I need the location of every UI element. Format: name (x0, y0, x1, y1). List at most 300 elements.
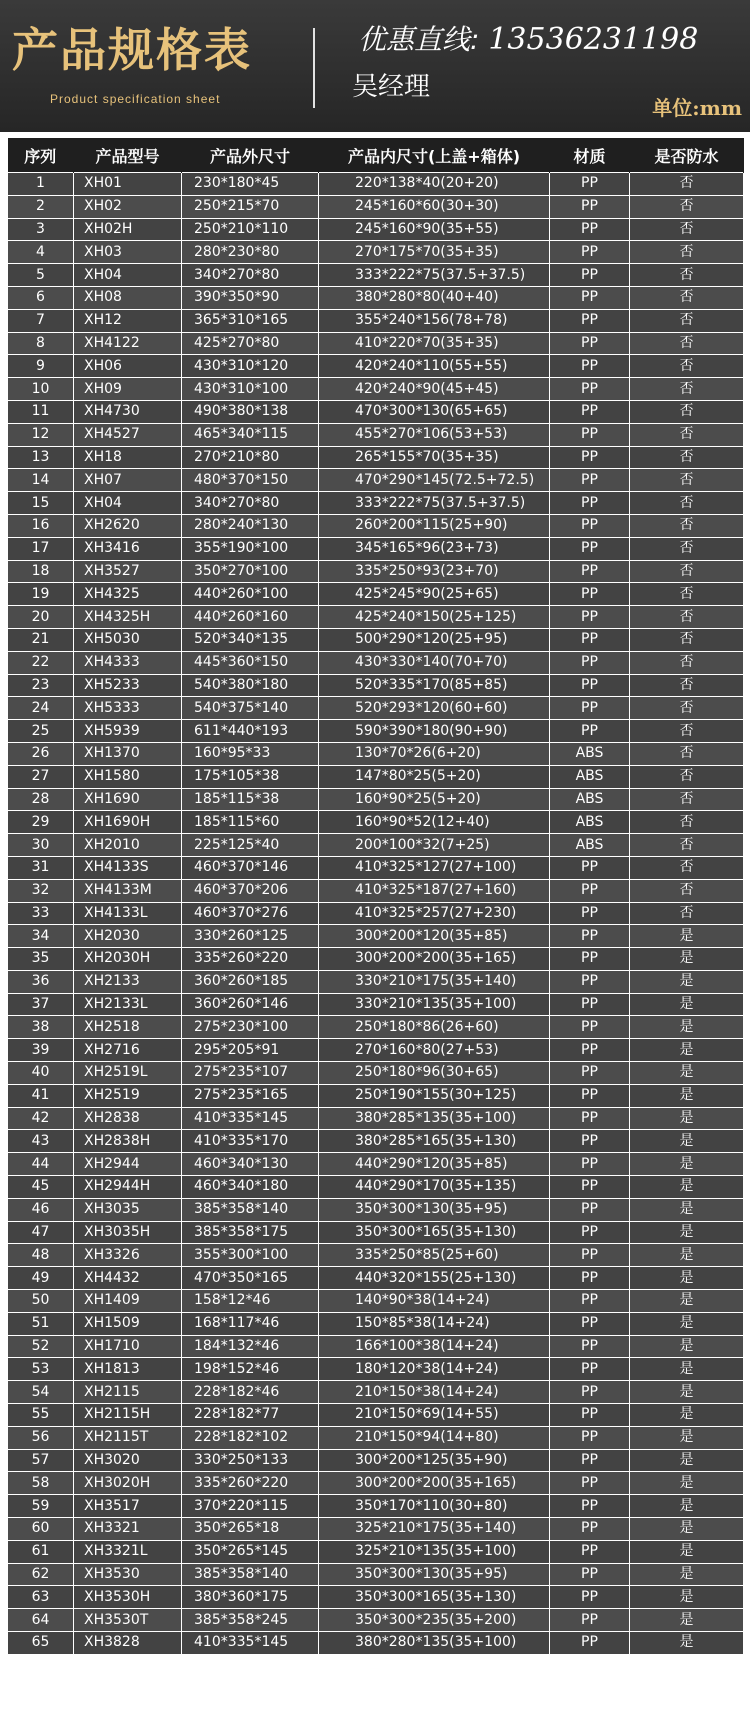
cell-material: PP (550, 1495, 630, 1518)
cell-waterproof: 是 (630, 1404, 744, 1427)
cell-inner-size: 210*150*69(14+55) (319, 1404, 550, 1427)
cell-outer-size: 160*95*33 (182, 742, 319, 765)
cell-material: PP (550, 378, 630, 401)
cell-index: 19 (8, 583, 74, 606)
cell-waterproof: 否 (630, 355, 744, 378)
cell-outer-size: 385*358*245 (182, 1609, 319, 1632)
cell-material: PP (550, 400, 630, 423)
cell-model: XH2133L (74, 993, 182, 1016)
cell-outer-size: 228*182*102 (182, 1426, 319, 1449)
cell-inner-size: 210*150*38(14+24) (319, 1381, 550, 1404)
cell-index: 36 (8, 970, 74, 993)
cell-outer-size: 430*310*120 (182, 355, 319, 378)
cell-waterproof: 是 (630, 1563, 744, 1586)
cell-waterproof: 是 (630, 1062, 744, 1085)
cell-inner-size: 350*300*130(35+95) (319, 1563, 550, 1586)
table-row (8, 1358, 744, 1381)
cell-outer-size: 275*235*165 (182, 1084, 319, 1107)
contact-manager: 吴经理 (352, 72, 431, 102)
cell-index: 44 (8, 1153, 74, 1176)
table-row (8, 218, 744, 241)
table-row (8, 720, 744, 743)
table-row (8, 241, 744, 264)
cell-inner-size: 410*325*187(27+160) (319, 879, 550, 902)
cell-model: XH3828 (74, 1632, 182, 1655)
cell-model: XH4527 (74, 423, 182, 446)
cell-inner-size: 220*138*40(20+20) (319, 173, 550, 196)
cell-waterproof: 是 (630, 1198, 744, 1221)
cell-model: XH4133M (74, 879, 182, 902)
cell-inner-size: 210*150*94(14+80) (319, 1426, 550, 1449)
cell-model: XH5233 (74, 674, 182, 697)
cell-model: XH3527 (74, 560, 182, 583)
table-row (8, 583, 744, 606)
cell-inner-size: 130*70*26(6+20) (319, 742, 550, 765)
cell-outer-size: 350*265*145 (182, 1540, 319, 1563)
cell-model: XH3530H (74, 1586, 182, 1609)
cell-outer-size: 175*105*38 (182, 765, 319, 788)
cell-model: XH2030 (74, 925, 182, 948)
cell-material: PP (550, 720, 630, 743)
cell-waterproof: 是 (630, 925, 744, 948)
cell-index: 27 (8, 765, 74, 788)
col-header-model: 产品型号 (74, 138, 182, 173)
cell-material: PP (550, 286, 630, 309)
cell-model: XH06 (74, 355, 182, 378)
cell-waterproof: 否 (630, 628, 744, 651)
cell-index: 65 (8, 1632, 74, 1655)
table-row (8, 742, 744, 765)
cell-outer-size: 460*370*206 (182, 879, 319, 902)
hotline-label: 优惠直线: (358, 23, 480, 56)
cell-material: PP (550, 925, 630, 948)
table-row (8, 1381, 744, 1404)
header-divider (313, 28, 315, 108)
cell-index: 54 (8, 1381, 74, 1404)
cell-material: ABS (550, 742, 630, 765)
cell-waterproof: 是 (630, 1518, 744, 1541)
table-row (8, 400, 744, 423)
cell-index: 25 (8, 720, 74, 743)
cell-waterproof: 是 (630, 1312, 744, 1335)
cell-index: 11 (8, 400, 74, 423)
cell-model: XH5333 (74, 697, 182, 720)
table-row (8, 925, 744, 948)
cell-outer-size: 355*300*100 (182, 1244, 319, 1267)
cell-waterproof: 否 (630, 469, 744, 492)
cell-inner-size: 270*160*80(27+53) (319, 1039, 550, 1062)
table-row (8, 765, 744, 788)
cell-inner-size: 410*325*127(27+100) (319, 856, 550, 879)
cell-index: 29 (8, 811, 74, 834)
table-row (8, 264, 744, 287)
cell-material: PP (550, 1335, 630, 1358)
cell-index: 53 (8, 1358, 74, 1381)
cell-material: PP (550, 1632, 630, 1655)
table-row (8, 811, 744, 834)
cell-index: 63 (8, 1586, 74, 1609)
cell-model: XH3530T (74, 1609, 182, 1632)
cell-outer-size: 370*220*115 (182, 1495, 319, 1518)
table-row (8, 514, 744, 537)
cell-outer-size: 185*115*60 (182, 811, 319, 834)
cell-inner-size: 325*210*175(35+140) (319, 1518, 550, 1541)
cell-material: PP (550, 1084, 630, 1107)
cell-index: 21 (8, 628, 74, 651)
cell-waterproof: 是 (630, 1540, 744, 1563)
table-row (8, 1518, 744, 1541)
cell-index: 20 (8, 606, 74, 629)
cell-index: 43 (8, 1130, 74, 1153)
cell-index: 1 (8, 173, 74, 196)
cell-inner-size: 333*222*75(37.5+37.5) (319, 264, 550, 287)
cell-inner-size: 350*300*130(35+95) (319, 1198, 550, 1221)
cell-outer-size: 460*370*146 (182, 856, 319, 879)
cell-model: XH1690H (74, 811, 182, 834)
col-header-material: 材质 (550, 138, 630, 173)
cell-index: 28 (8, 788, 74, 811)
table-body (8, 173, 744, 1655)
cell-inner-size: 330*210*135(35+100) (319, 993, 550, 1016)
cell-model: XH3517 (74, 1495, 182, 1518)
cell-model: XH3020H (74, 1472, 182, 1495)
cell-index: 26 (8, 742, 74, 765)
cell-inner-size: 325*210*135(35+100) (319, 1540, 550, 1563)
cell-index: 33 (8, 902, 74, 925)
cell-model: XH2838H (74, 1130, 182, 1153)
cell-model: XH1710 (74, 1335, 182, 1358)
cell-inner-size: 420*240*90(45+45) (319, 378, 550, 401)
table-row (8, 1586, 744, 1609)
cell-outer-size: 340*270*80 (182, 492, 319, 515)
cell-material: ABS (550, 788, 630, 811)
cell-model: XH1370 (74, 742, 182, 765)
cell-inner-size: 160*90*52(12+40) (319, 811, 550, 834)
cell-material: PP (550, 173, 630, 196)
table-row (8, 1609, 744, 1632)
table-row (8, 469, 744, 492)
cell-inner-size: 265*155*70(35+35) (319, 446, 550, 469)
cell-outer-size: 490*380*138 (182, 400, 319, 423)
cell-material: PP (550, 902, 630, 925)
cell-inner-size: 335*250*85(25+60) (319, 1244, 550, 1267)
cell-model: XH4333 (74, 651, 182, 674)
cell-waterproof: 是 (630, 1586, 744, 1609)
cell-material: PP (550, 1518, 630, 1541)
cell-index: 13 (8, 446, 74, 469)
cell-index: 12 (8, 423, 74, 446)
cell-outer-size: 440*260*160 (182, 606, 319, 629)
cell-inner-size: 160*90*25(5+20) (319, 788, 550, 811)
cell-material: PP (550, 514, 630, 537)
cell-material: PP (550, 628, 630, 651)
cell-material: ABS (550, 765, 630, 788)
cell-model: XH12 (74, 309, 182, 332)
cell-inner-size: 410*220*70(35+35) (319, 332, 550, 355)
cell-outer-size: 335*260*220 (182, 1472, 319, 1495)
cell-index: 31 (8, 856, 74, 879)
table-row (8, 1039, 744, 1062)
cell-inner-size: 140*90*38(14+24) (319, 1290, 550, 1313)
cell-material: PP (550, 1107, 630, 1130)
cell-index: 46 (8, 1198, 74, 1221)
cell-waterproof: 是 (630, 970, 744, 993)
cell-outer-size: 184*132*46 (182, 1335, 319, 1358)
table-row (8, 1563, 744, 1586)
cell-inner-size: 380*280*80(40+40) (319, 286, 550, 309)
cell-waterproof: 是 (630, 1016, 744, 1039)
cell-material: PP (550, 606, 630, 629)
cell-index: 39 (8, 1039, 74, 1062)
cell-outer-size: 390*350*90 (182, 286, 319, 309)
cell-inner-size: 520*335*170(85+85) (319, 674, 550, 697)
cell-material: PP (550, 1039, 630, 1062)
cell-model: XH04 (74, 264, 182, 287)
cell-material: PP (550, 309, 630, 332)
cell-outer-size: 365*310*165 (182, 309, 319, 332)
cell-inner-size: 147*80*25(5+20) (319, 765, 550, 788)
cell-index: 15 (8, 492, 74, 515)
cell-material: PP (550, 1244, 630, 1267)
cell-material: PP (550, 1358, 630, 1381)
col-header-index: 序列 (8, 138, 74, 173)
cell-index: 42 (8, 1107, 74, 1130)
cell-index: 2 (8, 195, 74, 218)
cell-index: 24 (8, 697, 74, 720)
cell-index: 23 (8, 674, 74, 697)
cell-index: 18 (8, 560, 74, 583)
cell-inner-size: 590*390*180(90+90) (319, 720, 550, 743)
cell-outer-size: 330*260*125 (182, 925, 319, 948)
cell-outer-size: 460*340*180 (182, 1176, 319, 1199)
cell-inner-size: 455*270*106(53+53) (319, 423, 550, 446)
cell-model: XH1813 (74, 1358, 182, 1381)
cell-waterproof: 否 (630, 423, 744, 446)
cell-model: XH3326 (74, 1244, 182, 1267)
table-row (8, 332, 744, 355)
cell-model: XH2115 (74, 1381, 182, 1404)
cell-material: PP (550, 651, 630, 674)
cell-waterproof: 否 (630, 742, 744, 765)
cell-index: 45 (8, 1176, 74, 1199)
cell-waterproof: 否 (630, 286, 744, 309)
cell-outer-size: 355*190*100 (182, 537, 319, 560)
cell-waterproof: 否 (630, 651, 744, 674)
cell-outer-size: 410*335*170 (182, 1130, 319, 1153)
cell-outer-size: 340*270*80 (182, 264, 319, 287)
cell-inner-size: 350*300*235(35+200) (319, 1609, 550, 1632)
cell-outer-size: 158*12*46 (182, 1290, 319, 1313)
cell-index: 37 (8, 993, 74, 1016)
cell-index: 9 (8, 355, 74, 378)
cell-index: 6 (8, 286, 74, 309)
cell-waterproof: 是 (630, 948, 744, 971)
cell-material: PP (550, 970, 630, 993)
cell-index: 10 (8, 378, 74, 401)
cell-waterproof: 是 (630, 1084, 744, 1107)
table-row (8, 1449, 744, 1472)
cell-waterproof: 否 (630, 697, 744, 720)
cell-index: 17 (8, 537, 74, 560)
cell-waterproof: 否 (630, 560, 744, 583)
table-header-row (8, 138, 744, 173)
cell-outer-size: 360*260*185 (182, 970, 319, 993)
cell-model: XH2133 (74, 970, 182, 993)
cell-model: XH03 (74, 241, 182, 264)
table-row (8, 1176, 744, 1199)
cell-inner-size: 425*245*90(25+65) (319, 583, 550, 606)
table-row (8, 993, 744, 1016)
cell-waterproof: 是 (630, 1381, 744, 1404)
cell-outer-size: 540*380*180 (182, 674, 319, 697)
cell-inner-size: 470*300*130(65+65) (319, 400, 550, 423)
cell-material: PP (550, 423, 630, 446)
cell-waterproof: 是 (630, 1290, 744, 1313)
cell-model: XH3035 (74, 1198, 182, 1221)
cell-model: XH2519L (74, 1062, 182, 1085)
cell-model: XH2030H (74, 948, 182, 971)
table-row (8, 1312, 744, 1335)
cell-inner-size: 350*300*165(35+130) (319, 1586, 550, 1609)
header-banner (0, 0, 750, 132)
cell-outer-size: 250*210*110 (182, 218, 319, 241)
table-row (8, 834, 744, 857)
table-row (8, 560, 744, 583)
cell-inner-size: 420*240*110(55+55) (319, 355, 550, 378)
cell-model: XH4122 (74, 332, 182, 355)
cell-outer-size: 350*265*18 (182, 1518, 319, 1541)
cell-inner-size: 440*320*155(25+130) (319, 1267, 550, 1290)
cell-waterproof: 是 (630, 1267, 744, 1290)
cell-outer-size: 460*370*276 (182, 902, 319, 925)
cell-waterproof: 否 (630, 400, 744, 423)
cell-outer-size: 540*375*140 (182, 697, 319, 720)
cell-waterproof: 是 (630, 1358, 744, 1381)
cell-waterproof: 否 (630, 514, 744, 537)
cell-material: PP (550, 879, 630, 902)
cell-index: 55 (8, 1404, 74, 1427)
table-row (8, 970, 744, 993)
cell-model: XH02 (74, 195, 182, 218)
cell-model: XH2115T (74, 1426, 182, 1449)
cell-waterproof: 否 (630, 879, 744, 902)
cell-inner-size: 380*285*165(35+130) (319, 1130, 550, 1153)
cell-inner-size: 245*160*90(35+55) (319, 218, 550, 241)
cell-index: 57 (8, 1449, 74, 1472)
cell-model: XH4325H (74, 606, 182, 629)
cell-waterproof: 是 (630, 993, 744, 1016)
cell-model: XH04 (74, 492, 182, 515)
cell-waterproof: 否 (630, 195, 744, 218)
col-header-inner-size: 产品内尺寸(上盖+箱体) (319, 138, 550, 173)
cell-model: XH09 (74, 378, 182, 401)
cell-material: PP (550, 948, 630, 971)
cell-model: XH4325 (74, 583, 182, 606)
cell-index: 7 (8, 309, 74, 332)
table-row (8, 1084, 744, 1107)
cell-outer-size: 230*180*45 (182, 173, 319, 196)
table-row (8, 902, 744, 925)
cell-inner-size: 380*280*135(35+100) (319, 1632, 550, 1655)
cell-index: 51 (8, 1312, 74, 1335)
cell-waterproof: 是 (630, 1449, 744, 1472)
table-row (8, 788, 744, 811)
cell-outer-size: 350*270*100 (182, 560, 319, 583)
cell-material: ABS (550, 834, 630, 857)
cell-outer-size: 385*358*140 (182, 1563, 319, 1586)
cell-outer-size: 228*182*77 (182, 1404, 319, 1427)
cell-outer-size: 198*152*46 (182, 1358, 319, 1381)
cell-material: PP (550, 1563, 630, 1586)
table-row (8, 1221, 744, 1244)
cell-model: XH3020 (74, 1449, 182, 1472)
table-row (8, 1632, 744, 1655)
cell-inner-size: 260*200*115(25+90) (319, 514, 550, 537)
cell-material: ABS (550, 811, 630, 834)
cell-material: PP (550, 355, 630, 378)
spec-table (7, 138, 744, 1655)
cell-waterproof: 是 (630, 1335, 744, 1358)
table-row (8, 378, 744, 401)
cell-outer-size: 520*340*135 (182, 628, 319, 651)
table-row (8, 879, 744, 902)
cell-inner-size: 350*300*165(35+130) (319, 1221, 550, 1244)
cell-material: PP (550, 1198, 630, 1221)
cell-model: XH1409 (74, 1290, 182, 1313)
table-row (8, 1335, 744, 1358)
cell-model: XH18 (74, 446, 182, 469)
table-row (8, 423, 744, 446)
cell-material: PP (550, 1153, 630, 1176)
table-row (8, 309, 744, 332)
cell-waterproof: 否 (630, 492, 744, 515)
cell-material: PP (550, 1426, 630, 1449)
cell-waterproof: 否 (630, 173, 744, 196)
cell-material: PP (550, 1449, 630, 1472)
cell-inner-size: 333*222*75(37.5+37.5) (319, 492, 550, 515)
cell-outer-size: 280*240*130 (182, 514, 319, 537)
table-row (8, 1404, 744, 1427)
table-row (8, 1426, 744, 1449)
cell-model: XH3321 (74, 1518, 182, 1541)
cell-outer-size: 168*117*46 (182, 1312, 319, 1335)
cell-outer-size: 295*205*91 (182, 1039, 319, 1062)
unit-label: 单位:mm (652, 96, 742, 120)
cell-index: 22 (8, 651, 74, 674)
cell-waterproof: 是 (630, 1039, 744, 1062)
cell-outer-size: 270*210*80 (182, 446, 319, 469)
cell-model: XH3416 (74, 537, 182, 560)
cell-inner-size: 425*240*150(25+125) (319, 606, 550, 629)
cell-inner-size: 300*200*120(35+85) (319, 925, 550, 948)
cell-index: 62 (8, 1563, 74, 1586)
cell-waterproof: 否 (630, 537, 744, 560)
cell-outer-size: 611*440*193 (182, 720, 319, 743)
page-subtitle: Product specification sheet (50, 92, 221, 106)
table-row (8, 1472, 744, 1495)
cell-material: PP (550, 1290, 630, 1313)
cell-outer-size: 480*370*150 (182, 469, 319, 492)
table-row (8, 1495, 744, 1518)
cell-inner-size: 380*285*135(35+100) (319, 1107, 550, 1130)
cell-inner-size: 330*210*175(35+140) (319, 970, 550, 993)
cell-waterproof: 否 (630, 583, 744, 606)
cell-material: PP (550, 469, 630, 492)
cell-model: XH2518 (74, 1016, 182, 1039)
cell-index: 60 (8, 1518, 74, 1541)
table-row (8, 697, 744, 720)
cell-inner-size: 300*200*200(35+165) (319, 1472, 550, 1495)
